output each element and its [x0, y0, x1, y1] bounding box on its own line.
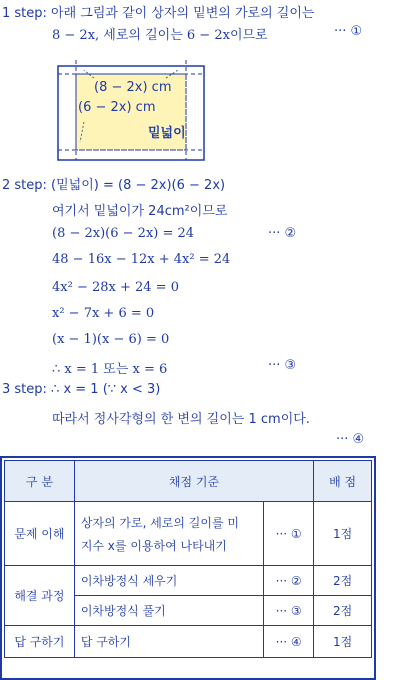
step2-line1: 여기서 밑넓이가 24cm²이므로 [52, 204, 228, 219]
row-category: 해결 과정 [5, 566, 75, 626]
step2-eq3: 4x² − 28x + 24 = 0 [52, 280, 179, 295]
step2-eq6-marker: ··· ③ [268, 358, 297, 373]
row-score: 2점 [314, 566, 372, 596]
row-marker: ··· ② [264, 566, 314, 596]
grading-table [4, 460, 372, 658]
table-row [5, 566, 372, 596]
row-marker: ··· ③ [264, 596, 314, 626]
criterion-line2: 지수 x를 이용하여 나타내기 [80, 538, 227, 553]
row-criterion: 이차방정식 풀기 [74, 596, 263, 626]
step3-marker: ··· ④ [336, 432, 365, 447]
header-category: 구 분 [5, 461, 75, 502]
step3-line1: 따라서 정사각형의 한 변의 길이는 1 cm이다. [52, 412, 310, 427]
label-base-area: 밑넓이 [148, 126, 186, 141]
step3-label: 3 step: ∴ x = 1 (∵ x < 3) [2, 382, 161, 397]
table-row [5, 626, 372, 658]
row-marker: ··· ① [264, 502, 314, 566]
row-criterion: 답 구하기 [74, 626, 263, 658]
row-category: 문제 이해 [5, 502, 75, 566]
row-score: 2점 [314, 596, 372, 626]
table-header-row [5, 461, 372, 502]
step2-eq5: (x − 1)(x − 6) = 0 [52, 332, 170, 347]
row-score: 1점 [314, 502, 372, 566]
criterion-line1: 상자의 가로, 세로의 길이를 미 [80, 515, 239, 530]
step2-eq2: 48 − 16x − 12x + 4x² = 24 [52, 252, 231, 267]
header-score: 배 점 [314, 461, 372, 502]
row-criterion [74, 502, 263, 566]
row-score: 1점 [314, 626, 372, 658]
label-height: (6 − 2x) cm [78, 100, 156, 115]
row-marker: ··· ④ [264, 626, 314, 658]
header-criterion: 채점 기준 [74, 461, 313, 502]
row-criterion: 이차방정식 세우기 [74, 566, 263, 596]
row-category: 답 구하기 [5, 626, 75, 658]
step1-line2: 8 − 2x, 세로의 길이는 6 − 2x이므로 [52, 28, 268, 43]
step1-marker: ··· ① [334, 24, 363, 39]
step1-label: 1 step: 아래 그림과 같이 상자의 밑변의 가로의 길이는 [2, 6, 315, 21]
step2-eq6: ∴ x = 1 또는 x = 6 [52, 362, 168, 377]
table-row [5, 502, 372, 566]
label-width: (8 − 2x) cm [94, 80, 172, 95]
step2-eq1: (8 − 2x)(6 − 2x) = 24 [52, 226, 195, 241]
step2-eq4: x² − 7x + 6 = 0 [52, 306, 155, 321]
step2-eq1-marker: ··· ② [268, 226, 297, 241]
step2-label: 2 step: (밑넓이) = (8 − 2x)(6 − 2x) [2, 178, 226, 193]
